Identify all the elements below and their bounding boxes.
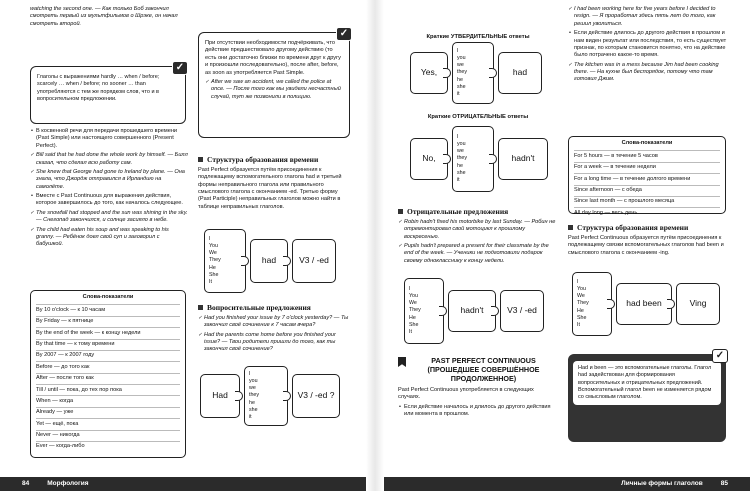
left-footer: [0, 477, 366, 491]
short-negative-title: Краткие ОТРИЦАТЕЛЬНЫЕ ответы: [427, 114, 529, 120]
left-column-2: [198, 152, 350, 213]
left-indicator-words: [30, 290, 186, 458]
bookmark-icon: [398, 357, 406, 367]
pronoun: we: [249, 385, 256, 392]
square-bullet-icon: [568, 225, 573, 230]
formula-q-aux: Had: [200, 374, 240, 418]
question-formula: [200, 366, 340, 426]
short-pos-pronouns: [452, 42, 494, 104]
square-bullet-icon: [198, 305, 203, 310]
square-bullet-icon: [398, 209, 403, 214]
ppc-formula: [572, 272, 720, 336]
pronoun: he: [457, 76, 463, 83]
ppc-bullet: • Если действие началось и длилось до другого действия или момента в прошлом.: [398, 404, 556, 419]
pronoun: you: [249, 378, 258, 385]
left-column-2-questions: [198, 300, 350, 356]
indicator-word: By the end of the week — к концу недели: [36, 327, 180, 338]
rule-text: • Если действие длилось до другого действия в прошлом и нам виден результат или последствия, то есть существует признак, по которым становится понятно, что на действие было потрачено какое-то время.: [568, 30, 728, 60]
indicator-word: All day long — весь день: [574, 207, 720, 218]
negative-example-1: ✓ Robin hadn't fixed his motorbike by last Sunday. — Робин не отремонтировал свой мотоцикл к прошлому воскресенью.: [398, 219, 556, 241]
had-been-note-text: Had и been — это вспомогательные глаголы. Глагол had задействован для формирования вопросительных и отрицательных предложений. Вспомогательный глагол been не изменяется рядом со смысловым глаголом.: [573, 361, 721, 405]
question-example-2: ✓ Had the parents come home before you finished your issue? — Твои родители пришли до того, как ты закончил своё сочинение?: [198, 332, 350, 354]
indicator-word: Already — уже: [36, 407, 180, 418]
indicator-word: For a long time — в течение долгого времени: [574, 173, 720, 184]
right-column-4: [568, 6, 728, 86]
square-bullet-icon: [198, 157, 203, 162]
check-icon: ✓: [336, 27, 352, 41]
left-column-1: [30, 6, 188, 30]
left-column-1-items: [30, 128, 188, 251]
no-piece: No,: [410, 138, 448, 180]
pronoun: It: [577, 321, 580, 328]
right-structure-text: Past Perfect Continuous образуется путём присоединения к подлежащему связки вспомогательных глаголов had been и смыслового глагола с окончанием -ing.: [568, 234, 724, 256]
pronoun: you: [457, 141, 466, 148]
page-number-left: 84: [22, 479, 30, 487]
indicator-word: Since last month — с прошлого месяца: [574, 196, 720, 207]
short-positive-formula: [410, 42, 542, 104]
formula-aux: had: [250, 239, 288, 283]
indicator-word: Never — никогда: [36, 430, 180, 441]
short-neg-hadnt: hadn't: [498, 138, 548, 180]
ppc-aux: had been: [616, 283, 672, 325]
indicator-word: For a week — в течение недели: [574, 162, 720, 173]
ppc-pronouns: [572, 272, 612, 336]
indicator-word: By Friday — к пятнице: [36, 316, 180, 327]
pronoun: He: [409, 314, 416, 321]
pronoun: She: [209, 271, 219, 278]
example-text: ✓ The child had eaten his soup and was speaking to his granny. — Ребёнок доел свой суп и заговорил с бабушкой.: [30, 227, 188, 249]
indicator-word: After — после того как: [36, 373, 180, 384]
pronoun: it: [457, 176, 460, 183]
negative-example-2: ✓ Pupils hadn't prepared a present for their classmate by the end of the week. — Ученики не подготовили подарок своему однокласснику к концу недели.: [398, 243, 556, 265]
left-structure-text: Past Perfect образуется путём присоединения к подлежащему вспомогательного глагола had и третьей формы неправильного глагола или правильного смыслового глагола с окончанием -ed. Третью форму (Past Participle) неправильных глаголов можно найти в таблице неправильных глаголов.: [198, 166, 342, 210]
rule-text: • Вместе с Past Continuous для выражения действия, которое завершилось до того, как началось следующее.: [30, 193, 188, 208]
yes-piece: Yes,: [410, 52, 448, 94]
negative-heading: Отрицательные предложения: [398, 207, 556, 217]
indicator-word: By 10 o'clock — к 10 часам: [36, 304, 180, 315]
formula-pronouns: [204, 229, 246, 293]
pronoun: They: [577, 300, 589, 307]
example-text: ✓ Bill said that he had done the whole work by himself. — Билл сказал, что сделал всю работу сам.: [30, 152, 188, 167]
intro-text: watching the second one. — Как только Боб закончил смотреть первый из мультфильмов о Шрэке, он начал смотреть второй.: [30, 6, 178, 27]
neg-verb: V3 / -ed: [500, 290, 544, 332]
pronoun: She: [577, 314, 587, 321]
right-footer: [384, 477, 750, 491]
pronoun: he: [457, 162, 463, 169]
example-text: ✓ She knew that George had gone to Ireland by plane. — Она знала, что Джордж отправился в Ирландию на самолёте.: [30, 169, 188, 191]
ppc-section: [398, 356, 556, 421]
pronoun: You: [577, 286, 586, 293]
pronoun: it: [249, 413, 252, 420]
pronoun: he: [249, 399, 255, 406]
pronoun: I: [249, 371, 251, 377]
indicator-word: Yet — ещё, пока: [36, 418, 180, 429]
section-left: Морфология: [47, 479, 89, 487]
rule-text: • В косвенной речи для передачи прошедшего времени (Past Simple) или настоящего совершенного (Present Perfect).: [30, 128, 188, 150]
pronoun: He: [577, 307, 584, 314]
question-example-1: ✓ Had you finished your issue by 7 o'clock yesterday? — Ты закончил своё сочинение к 7 часам вчера?: [198, 315, 350, 330]
pronoun: They: [209, 257, 221, 264]
had-been-note: [568, 350, 726, 442]
indicator-word: Before — до того как: [36, 361, 180, 372]
right-structure-heading: Структура образования времени: [568, 223, 728, 233]
formula-q-pronouns: [244, 366, 288, 426]
page-number-right: 85: [720, 479, 728, 487]
indicator-word: Since afternoon — с обеда: [574, 185, 720, 196]
pronoun: they: [457, 155, 468, 162]
neg-pronouns: [404, 278, 444, 344]
pronoun: It: [209, 278, 212, 285]
short-negative-formula: [410, 126, 548, 192]
short-neg-pronouns: [452, 126, 494, 192]
right-structure-section: [568, 220, 728, 259]
pronoun: we: [457, 148, 464, 155]
pronoun: she: [457, 169, 466, 176]
indicator-word: When — когда: [36, 395, 180, 406]
pronoun: we: [457, 62, 464, 69]
pronoun: you: [457, 55, 466, 62]
pronoun: they: [457, 69, 468, 76]
indicator-word: For 5 hours — в течение 5 часов: [574, 150, 720, 161]
example-text: ✓ The kitchen was in a mess because Jim had been cooking there. — На кухне был беспорядок, потому что там готовил Джим.: [568, 62, 728, 84]
pronoun: He: [209, 264, 216, 271]
ppc-verb: Ving: [676, 283, 720, 325]
inversion-note: [30, 62, 186, 124]
negative-formula: [404, 278, 544, 344]
indicator-word: Ever — когда-либо: [36, 441, 180, 452]
pronoun: We: [209, 250, 217, 257]
page-gutter: [366, 0, 384, 491]
pronoun: They: [409, 307, 421, 314]
pronoun: I: [457, 134, 459, 140]
pronoun: She: [409, 321, 419, 328]
pronoun: they: [249, 392, 260, 399]
pronoun: I: [457, 48, 459, 54]
past-simple-note-example: ✓ After we saw an accident, we called the police at once. — После того как мы увидели несчастный случай, тут же позвонили в полицию.: [205, 79, 343, 101]
check-icon: ✓: [712, 349, 728, 363]
formula-verb: V3 / -ed: [292, 239, 336, 283]
pronoun: I: [209, 236, 211, 242]
short-positive-title: Краткие УТВЕРДИТЕЛЬНЫЕ ответы: [426, 34, 530, 40]
pronoun: You: [409, 293, 418, 300]
indicator-word: Till / until — пока, до тех пор пока: [36, 384, 180, 395]
pronoun: I: [577, 279, 579, 285]
pronoun: We: [577, 293, 585, 300]
pronoun: We: [409, 300, 417, 307]
ppc-title: PAST PERFECT CONTINUOUS (ПРОШЕДШЕЕ СОВЕРШЁННОЕ ПРОДОЛЖЕННОЕ): [398, 356, 556, 383]
pronoun: it: [457, 90, 460, 97]
section-right: Личные формы глаголов: [621, 479, 703, 487]
past-simple-note: [198, 28, 350, 138]
ppc-text: Past Perfect Continuous употребляется в следующих случаях.: [398, 387, 534, 401]
example-text: ✓ I had been working here for five years before I decided to resign. — Я проработал здесь пять лет до того, как решил уволиться.: [568, 6, 728, 28]
pronoun: It: [409, 328, 412, 335]
right-indicator-words: [568, 136, 726, 214]
neg-aux: hadn't: [448, 290, 496, 332]
past-simple-note-text: При отсутствии необходимости подчёркивать, что действие предшествовало другому действию (то есть они достаточно близки по времени друг к другу и произошли последовательно), после after, before, as soon as употребляется Past Simple.: [205, 40, 341, 76]
indicator-word: By 2007 — к 2007 году: [36, 350, 180, 361]
pronoun: You: [209, 243, 218, 250]
indicator-word: By that time — к тому времени: [36, 339, 180, 350]
pronoun: she: [457, 83, 466, 90]
negative-section: [398, 204, 556, 267]
right-indicator-words-title: Слова-показатели: [621, 140, 673, 146]
short-negative-title-wrap: [398, 114, 558, 125]
left-structure-heading: Структура образования времени: [198, 155, 350, 165]
affirmative-formula: [204, 229, 336, 293]
pronoun: she: [249, 406, 258, 413]
pronoun: I: [409, 286, 411, 292]
inversion-note-text: Глаголы с выражениями hardly … when / before; scarcely … when / before; no sooner … than употребляются с тем же порядком слов, что и в вопросительном предложении.: [37, 74, 160, 102]
question-heading: Вопросительные предложения: [198, 303, 350, 313]
short-pos-had: had: [498, 52, 542, 94]
left-indicator-words-title: Слова-показатели: [82, 294, 134, 300]
formula-q-verb: V3 / -ed ?: [292, 374, 340, 418]
check-icon: ✓: [172, 61, 188, 75]
example-text: ✓ The snowfall had stopped and the sun was shining in the sky. — Снегопад закончился, и солнце засияло в небе.: [30, 210, 188, 225]
